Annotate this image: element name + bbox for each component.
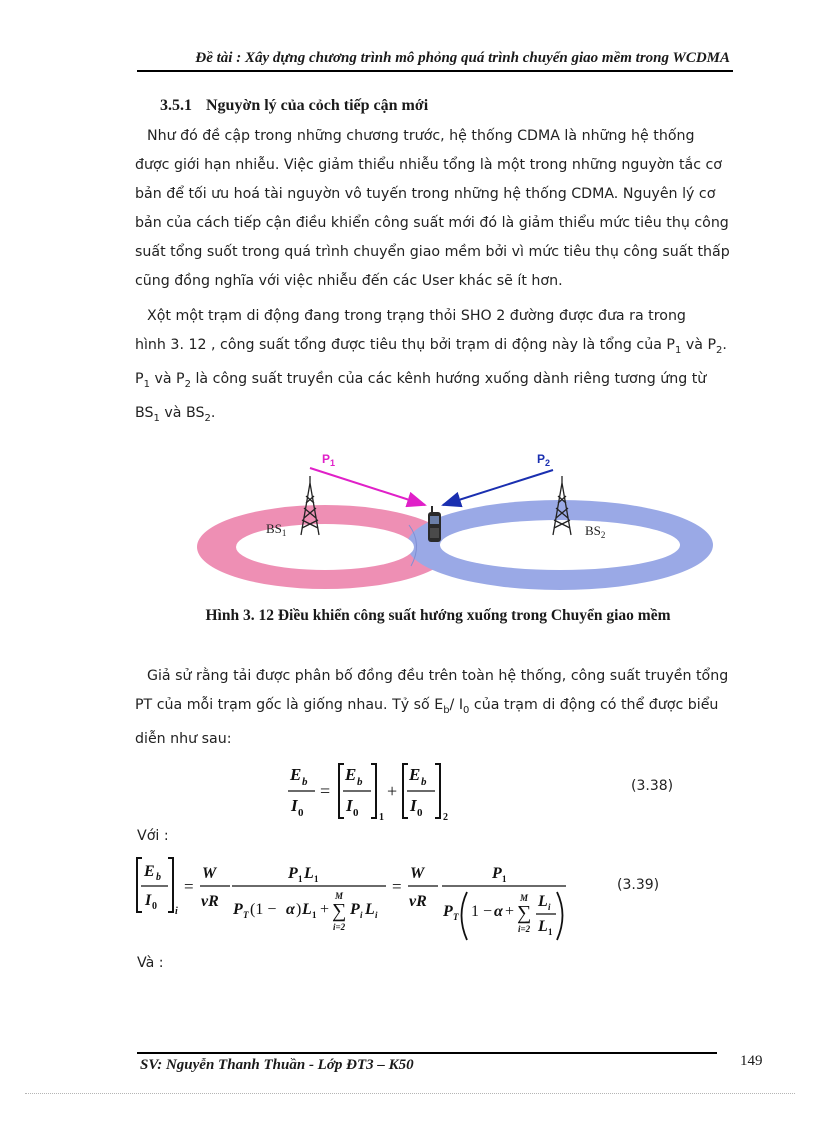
svg-text:L: L xyxy=(538,918,548,935)
word-and: Và : xyxy=(137,955,164,971)
paragraph-line: $BS_1$ và $BS_2$. xyxy=(135,404,216,424)
svg-text:0: 0 xyxy=(417,807,423,819)
svg-text:vR: vR xyxy=(409,893,427,910)
svg-text:P: P xyxy=(233,901,243,918)
svg-text:i=2: i=2 xyxy=(518,924,531,934)
cell-inner-bs1 xyxy=(236,524,414,570)
document-header-title: Đề tài : Xây dựng chương trình mô phỏng quá trình chuyển giao mềm trong WCDMA xyxy=(195,50,730,66)
footer-rule xyxy=(137,1052,717,1054)
svg-text:L: L xyxy=(302,901,312,918)
svg-text:1: 1 xyxy=(314,874,319,884)
svg-text:E: E xyxy=(345,765,357,784)
svg-text:M: M xyxy=(520,893,529,903)
svg-text:1 −: 1 − xyxy=(471,903,493,920)
svg-text:(1 −: (1 − xyxy=(250,901,277,918)
svg-text:+: + xyxy=(387,781,398,801)
svg-text:L: L xyxy=(304,865,314,882)
svg-text:E: E xyxy=(290,765,302,784)
paragraph-line: Như đó đề cập trong những chương trước, hệ thống CDMA là những hệ thống xyxy=(147,128,695,144)
equation-3-38-number: (3.38) xyxy=(631,778,674,794)
equation-3-39 xyxy=(134,850,584,950)
svg-text:1: 1 xyxy=(312,910,317,920)
svg-text:+: + xyxy=(505,903,515,920)
svg-text:=: = xyxy=(184,877,194,896)
label-p1: $P_1$ xyxy=(322,452,336,468)
svg-text:α: α xyxy=(494,903,503,920)
svg-text:I: I xyxy=(291,796,298,815)
downlink-arrow-p1 xyxy=(310,468,425,505)
svg-text:b: b xyxy=(357,776,363,788)
paragraph-line: suất tổng suốt trong quá trình chuyển giao mềm bởi vì mức tiêu thụ công suất thấp xyxy=(135,244,730,260)
svg-text:0: 0 xyxy=(353,807,359,819)
svg-text:P: P xyxy=(288,865,298,882)
svg-text:i: i xyxy=(360,910,363,920)
svg-text:L: L xyxy=(365,901,375,918)
svg-text:W: W xyxy=(410,865,425,882)
svg-text:M: M xyxy=(335,891,344,901)
paragraph-line: cũng đồng nghĩa với việc nhiễu đến các User khác sẽ ít hơn. xyxy=(135,273,563,289)
paragraph-sho xyxy=(135,302,735,432)
svg-text:0: 0 xyxy=(152,901,157,912)
page-bottom-divider xyxy=(25,1093,795,1094)
svg-text:W: W xyxy=(202,865,217,882)
label-bs2: $BS_2$ xyxy=(585,523,606,540)
svg-text:I: I xyxy=(145,892,152,909)
svg-text:=: = xyxy=(392,877,402,896)
svg-text:P: P xyxy=(492,865,502,882)
svg-text:α: α xyxy=(286,901,295,918)
paragraph-line: $P_1$ và $P_2$ là công suất truyền của các kênh hướng xuống dành riêng tương ứng từ xyxy=(135,370,707,390)
svg-text:b: b xyxy=(421,776,427,788)
svg-text:2: 2 xyxy=(443,812,448,823)
equation-3-38 xyxy=(285,758,485,828)
paragraph-line: Xột một trạm di động đang trong trạng thỏi SHO 2 đường được đưa ra trong xyxy=(147,308,686,324)
paragraph-assumption xyxy=(135,662,735,754)
svg-text:b: b xyxy=(302,776,308,788)
svg-text:P: P xyxy=(350,901,360,918)
svg-text:i: i xyxy=(375,910,378,920)
soft-handover-diagram xyxy=(185,448,715,593)
svg-text:E: E xyxy=(409,765,421,784)
paragraph-line: bản để tối ưu hoá tài nguyờn vô tuyến trong những hệ thống CDMA. Nguyên lý cơ xyxy=(135,186,716,202)
mobile-phone-icon xyxy=(428,506,441,542)
svg-text:=: = xyxy=(320,781,331,801)
svg-text:1: 1 xyxy=(379,812,384,823)
cell-inner-bs2 xyxy=(440,520,680,570)
svg-text:b: b xyxy=(156,872,161,883)
svg-text:i: i xyxy=(175,906,178,917)
svg-text:T: T xyxy=(243,910,249,920)
paragraph-line: bản của cách tiếp cận điều khiển công suất mới đó là giảm thiểu mức tiêu thụ công xyxy=(135,215,729,231)
section-title: Nguyờn lý của cỏch tiếp cận mới xyxy=(206,97,429,114)
svg-text:i=2: i=2 xyxy=(333,922,346,932)
svg-text:): ) xyxy=(296,901,302,918)
svg-text:T: T xyxy=(453,912,459,922)
figure-caption: Hình 3. 12 Điều khiển công suất hướng xuống trong Chuyển giao mềm xyxy=(205,607,671,624)
svg-text:P: P xyxy=(443,903,453,920)
footer-author: SV: Nguyễn Thanh Thuần - Lớp ĐT3 – K50 xyxy=(140,1057,414,1073)
svg-text:1: 1 xyxy=(298,874,303,884)
svg-text:+: + xyxy=(320,901,330,918)
paragraph-line: hình 3. 12 , công suất tổng được tiêu thụ bởi trạm di động này là tổng của $P_1$ và $P_2$. xyxy=(135,337,727,356)
paragraph-line: Giả sử rằng tải được phân bố đồng đều trên toàn hệ thống, công suất truyền tổng xyxy=(147,668,729,684)
svg-text:0: 0 xyxy=(298,807,304,819)
equation-3-39-number: (3.39) xyxy=(617,877,660,893)
header-rule xyxy=(137,70,733,72)
paragraph-line: PT của mỗi trạm gốc là giống nhau. Tỷ số $E_b/$ $I_0$ của trạm di động có thể được biểu xyxy=(135,697,719,716)
page-number: 149 xyxy=(740,1053,763,1069)
paragraph-line: được giới hạn nhiễu. Việc giảm thiểu nhiễu tổng là một trong những nguyờn tắc cơ xyxy=(135,157,722,173)
svg-text:i: i xyxy=(548,902,551,912)
paragraph-line: diễn như sau: xyxy=(135,730,232,747)
label-p2: $P_2$ xyxy=(537,452,551,468)
downlink-arrow-p2 xyxy=(443,470,553,505)
section-number: 3.5.1 xyxy=(160,97,192,114)
svg-text:∑: ∑ xyxy=(332,900,347,922)
section-heading xyxy=(160,97,428,115)
paragraph-principle xyxy=(135,122,735,296)
svg-text:∑: ∑ xyxy=(517,902,532,924)
svg-text:1: 1 xyxy=(548,927,553,937)
svg-text:I: I xyxy=(410,796,417,815)
svg-text:vR: vR xyxy=(201,893,219,910)
svg-text:E: E xyxy=(144,863,155,880)
svg-text:L: L xyxy=(538,893,548,910)
label-bs1: $BS_1$ xyxy=(266,521,287,538)
svg-text:1: 1 xyxy=(502,874,507,884)
word-with: Với : xyxy=(137,828,169,844)
svg-text:I: I xyxy=(346,796,353,815)
